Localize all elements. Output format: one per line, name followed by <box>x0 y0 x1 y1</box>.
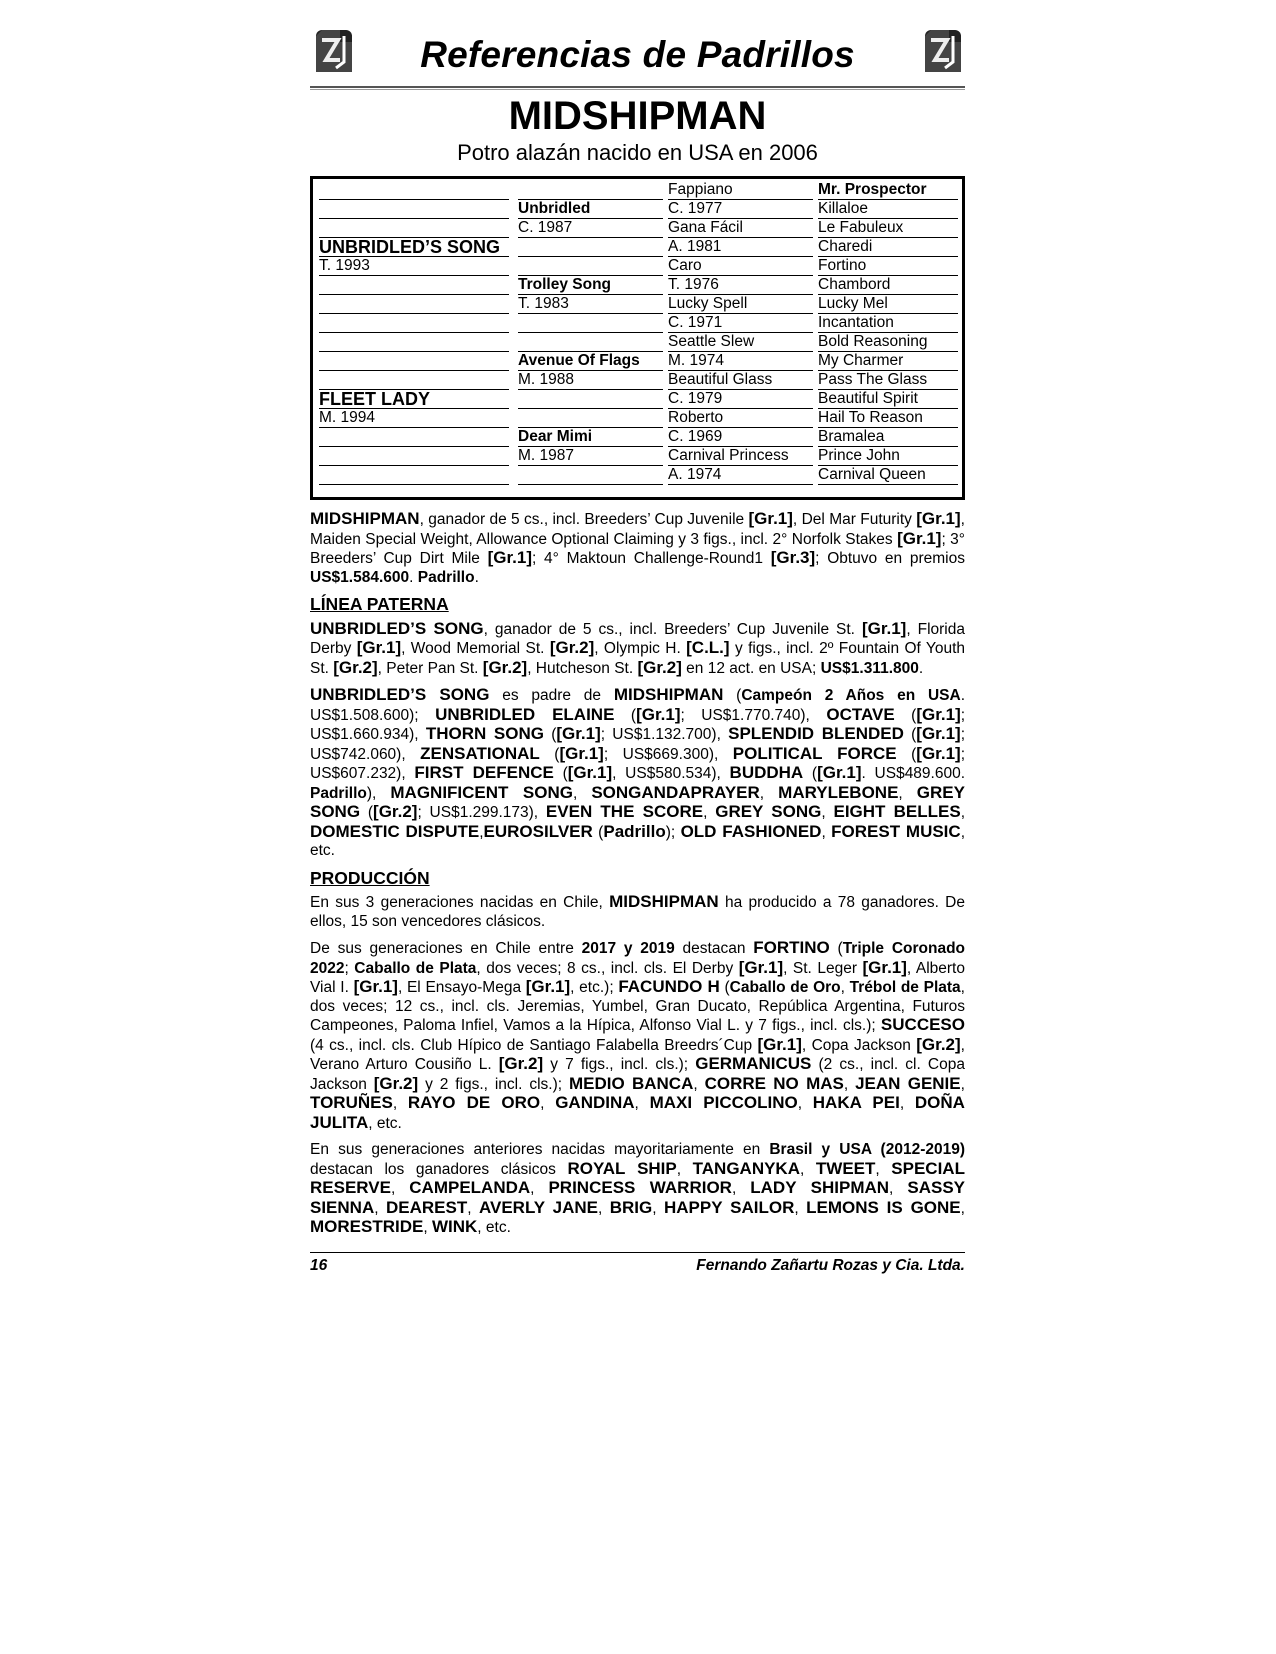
pedigree-cell: FLEET LADY <box>319 390 509 409</box>
pedigree-row <box>313 276 962 295</box>
pedigree-cell <box>319 276 509 295</box>
pedigree-cell: Lucky Spell <box>668 295 813 314</box>
pedigree-cell: Fortino <box>818 257 958 276</box>
pedigree-row <box>313 314 962 333</box>
pedigree-cell: M. 1987 <box>518 447 663 466</box>
pedigree-cell: Avenue Of Flags <box>518 352 663 371</box>
pedigree-cell: Fappiano <box>668 181 813 200</box>
pedigree-cell <box>319 447 509 466</box>
pedigree-row <box>313 181 962 200</box>
pedigree-cell: M. 1988 <box>518 371 663 390</box>
pedigree-cell: C. 1969 <box>668 428 813 447</box>
pedigree-cell <box>319 333 509 352</box>
pedigree-cell: Roberto <box>668 409 813 428</box>
pedigree-row <box>313 428 962 447</box>
pedigree-cell: Killaloe <box>818 200 958 219</box>
header-title: Referencias de Padrillos <box>420 34 855 75</box>
pedigree-cell <box>319 181 509 200</box>
page-footer <box>310 1257 965 1275</box>
pedigree-row <box>313 200 962 219</box>
pedigree-cell: T. 1993 <box>319 257 509 276</box>
pedigree-row <box>313 466 962 485</box>
section-heading-linea-paterna: LÍNEA PATERNA <box>310 594 449 614</box>
section-heading-produccion: PRODUCCIÓN <box>310 867 430 888</box>
pedigree-cell <box>319 466 509 485</box>
pedigree-cell <box>319 428 509 447</box>
pedigree-row <box>313 257 962 276</box>
pedigree-cell <box>518 257 663 276</box>
pedigree-cell: C. 1987 <box>518 219 663 238</box>
pedigree-cell <box>319 314 509 333</box>
linea-paterna-paragraph-2: UNBRIDLED’S SONG es padre de MIDSHIPMAN (Campeón 2 Años en USA. US$1.508.600); UNBRIDLED ELAINE ([Gr.1]; US$1.770.740), OCTAVE ([Gr.1]; US$1.660.934), THORN SONG ([Gr.1]; US$1.132.700), SPLENDID BLENDED ([Gr.1]; US$742.060), ZENSATIONAL ([Gr.1]; US$669.300), POLITICAL FORCE ([Gr.1]; US$607.232), FIRST DEFENCE ([Gr.1], US$580.534), BUDDHA ([Gr.1]. US$489.600. Padrillo), MAGNIFICENT SONG, SONGANDAPRAYER, MARYLEBONE, GREY SONG ([Gr.2]; US$1.299.173), EVEN THE SCORE, GREY SONG, EIGHT BELLES, DOMESTIC DISPUTE,EUROSILVER (Padrillo); OLD FASHIONED, FOREST MUSIC, etc. <box>310 685 966 859</box>
page-header <box>310 20 965 82</box>
pedigree-cell <box>518 333 663 352</box>
pedigree-cell: M. 1974 <box>668 352 813 371</box>
pedigree-cell: Bramalea <box>818 428 958 447</box>
body-text <box>310 510 965 1238</box>
pedigree-cell <box>319 200 509 219</box>
pedigree-cell: Lucky Mel <box>818 295 958 314</box>
pedigree-cell <box>319 219 509 238</box>
pedigree-table <box>310 176 965 500</box>
pedigree-cell: M. 1994 <box>319 409 509 428</box>
horse-name: MIDSHIPMAN <box>508 94 767 138</box>
pedigree-cell: Hail To Reason <box>818 409 958 428</box>
pedigree-cell: Dear Mimi <box>518 428 663 447</box>
page-number: 16 <box>310 1256 328 1274</box>
pedigree-cell: Incantation <box>818 314 958 333</box>
pedigree-cell: Bold Reasoning <box>818 333 958 352</box>
produccion-paragraph-3: En sus generaciones anteriores nacidas mayoritariamente en Brasil y USA (2012-2019) destacan los ganadores clásicos ROYAL SHIP, TANGANYKA, TWEET, SPECIAL RESERVE, CAMPELANDA, PRINCESS WARRIOR, LADY SHIPMAN, SASSY SIENNA, DEAREST, AVERLY JANE, BRIG, HAPPY SAILOR, LEMONS IS GONE, MORESTRIDE, WINK, etc. <box>310 1141 966 1236</box>
pedigree-cell <box>319 371 509 390</box>
header-divider <box>310 86 965 90</box>
pedigree-cell: A. 1974 <box>668 466 813 485</box>
pedigree-row <box>313 352 962 371</box>
pedigree-cell: Pass The Glass <box>818 371 958 390</box>
pedigree-cell <box>319 295 509 314</box>
pedigree-cell: A. 1981 <box>668 238 813 257</box>
pedigree-cell: Beautiful Spirit <box>818 390 958 409</box>
produccion-paragraph-2: De sus generaciones en Chile entre 2017 y 2019 destacan FORTINO (Triple Coronado 2022; Caballo de Plata, dos veces; 8 cs., incl. cls. El Derby [Gr.1], St. Leger [Gr.1], Alberto Vial I. [Gr.1], El Ensayo-Mega [Gr.1], etc.); FACUNDO H (Caballo de Oro, Trébol de Plata, dos veces; 12 cs., incl. cls. Jeremias, Yumbel, Gran Ducato, República Argentina, Futuros Campeones, Paloma Infiel, Vamos a la Hípica, Alfonso Vial L. y 7 figs., incl. cls.); SUCCESO (4 cs., incl. cls. Club Hípico de Santiago Falabella Breedrs´Cup [Gr.1], Copa Jackson [Gr.2], Verano Arturo Cousiño L. [Gr.2] y 7 figs., incl. cls.); GERMANICUS (2 cs., incl. cl. Copa Jackson [Gr.2] y 2 figs., incl. cls.); MEDIO BANCA, CORRE NO MAS, JEAN GENIE, TORUÑES, RAYO DE ORO, GANDINA, MAXI PICCOLINO, HAKA PEI, DOÑA JULITA, etc. <box>310 938 966 1132</box>
pedigree-cell: T. 1983 <box>518 295 663 314</box>
pedigree-row <box>313 371 962 390</box>
pedigree-row <box>313 390 962 409</box>
pedigree-cell <box>518 181 663 200</box>
logo-emblem <box>919 26 965 76</box>
pedigree-cell <box>518 390 663 409</box>
pedigree-cell: Gana Fácil <box>668 219 813 238</box>
pedigree-cell: Carnival Queen <box>818 466 958 485</box>
produccion-paragraph-1: En sus 3 generaciones nacidas en Chile, MIDSHIPMAN ha producido a 78 ganadores. De ellos, 15 son vencedores clásicos. <box>310 892 965 930</box>
pedigree-cell: C. 1971 <box>668 314 813 333</box>
horse-subtitle: Potro alazán nacido en USA en 2006 <box>457 140 818 165</box>
pedigree-cell: UNBRIDLED’S SONG <box>319 238 509 257</box>
summary-paragraph: MIDSHIPMAN, ganador de 5 cs., incl. Breeders’ Cup Juvenile [Gr.1], Del Mar Futurity [Gr.1], Maiden Special Weight, Allowance Optional Claiming y 3 figs., incl. 2° Norfolk Stakes [Gr.1]; 3° Breeders’ Cup Dirt Mile [Gr.1]; 4° Maktoun Challenge-Round1 [Gr.3]; Obtuvo en premios US$1.584.600. Padrillo. <box>310 509 966 586</box>
pedigree-cell: My Charmer <box>818 352 958 371</box>
pedigree-cell <box>518 238 663 257</box>
footer-divider <box>310 1252 965 1253</box>
pedigree-cell: Caro <box>668 257 813 276</box>
document-page <box>310 20 965 1275</box>
pedigree-row <box>313 238 962 257</box>
pedigree-cell: C. 1977 <box>668 200 813 219</box>
pedigree-row <box>313 219 962 238</box>
pedigree-cell: Beautiful Glass <box>668 371 813 390</box>
pedigree-cell: Unbridled <box>518 200 663 219</box>
pedigree-cell <box>518 466 663 485</box>
pedigree-cell: Charedi <box>818 238 958 257</box>
pedigree-row <box>313 409 962 428</box>
pedigree-row <box>313 447 962 466</box>
pedigree-cell: Le Fabuleux <box>818 219 958 238</box>
pedigree-cell: Chambord <box>818 276 958 295</box>
pedigree-cell: Mr. Prospector <box>818 181 958 200</box>
pedigree-cell: Carnival Princess <box>668 447 813 466</box>
linea-paterna-paragraph-1: UNBRIDLED’S SONG, ganador de 5 cs., incl. Breeders’ Cup Juvenile St. [Gr.1], Florida Derby [Gr.1], Wood Memorial St. [Gr.2], Olympic H. [C.L.] y figs., incl. 2º Fountain Of Youth St. [Gr.2], Peter Pan St. [Gr.2], Hutcheson St. [Gr.2] en 12 act. en USA; US$1.311.800. <box>310 618 965 677</box>
pedigree-cell: Trolley Song <box>518 276 663 295</box>
pedigree-cell <box>319 352 509 371</box>
pedigree-cell: C. 1979 <box>668 390 813 409</box>
pedigree-cell: T. 1976 <box>668 276 813 295</box>
pedigree-row <box>313 295 962 314</box>
pedigree-cell <box>518 409 663 428</box>
pedigree-row <box>313 333 962 352</box>
company-name: Fernando Zañartu Rozas y Cia. Ltda. <box>696 1256 965 1274</box>
pedigree-cell: Seattle Slew <box>668 333 813 352</box>
pedigree-cell <box>518 314 663 333</box>
pedigree-cell: Prince John <box>818 447 958 466</box>
